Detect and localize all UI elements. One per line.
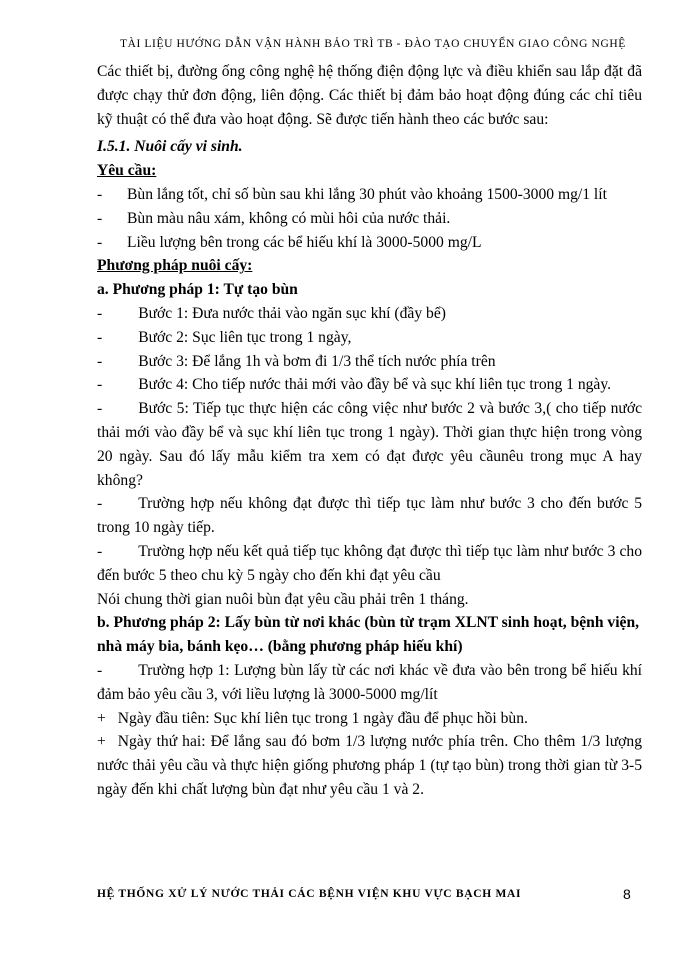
step-text: Bước 5: Tiếp tục thực hiện các công việc như bước 2 và bước 3,( cho tiếp nước thải mới vào đầy bể và sục khí liên tục trong 1 ngày). Thời gian thực hiện trong vòng 20 ngày. Sau đó lấy mẫu kiểm tra xem có đạt được yêu cầunêu trong mục A hay không?	[97, 400, 642, 489]
dash-marker: -	[97, 542, 103, 560]
method-a-title: a. Phương pháp 1: Tự tạo bùn	[97, 281, 298, 299]
dash-marker: -	[97, 185, 103, 203]
requirement-text: Liều lượng bên trong các bể hiếu khí là 3000-5000 mg/L	[127, 233, 482, 251]
dash-marker: -	[97, 400, 103, 418]
step-text: Trường hợp nếu kết quả tiếp tục không đạt được thì tiếp tục làm như bước 3 cho đến bước 5 theo chu kỳ 5 ngày cho đến khi đạt yêu cầu	[97, 542, 642, 584]
step-item	[97, 350, 642, 374]
requirement-text: Bùn lắng tốt, chỉ số bùn sau khi lắng 30 phút vào khoảng 1500-3000 mg/1 lít	[127, 185, 607, 203]
plus-item	[97, 730, 642, 801]
dash-marker: -	[97, 304, 103, 322]
plus-item	[97, 707, 642, 731]
step-item	[97, 373, 642, 397]
step-item	[97, 326, 642, 350]
step-text: Trường hợp nếu không đạt được thì tiếp tục làm như bước 3 cho đến bước 5 trong 10 ngày tiếp.	[97, 495, 642, 537]
step-item	[97, 302, 642, 326]
plus-text: Ngày đầu tiên: Sục khí liên tục trong 1 ngày đầu để phục hồi bùn.	[117, 709, 528, 727]
page-number: 8	[623, 886, 631, 902]
dash-marker: -	[97, 233, 103, 251]
section-title: I.5.1. Nuôi cấy vi sinh.	[97, 138, 243, 156]
method-b-title: b. Phương pháp 2: Lấy bùn từ nơi khác (bùn từ trạm XLNT sinh hoạt, bệnh viện, nhà máy bia, bánh kẹo… (bằng phương pháp hiếu khí)	[97, 614, 640, 656]
requirement-item	[97, 183, 642, 207]
requirement-item	[97, 207, 642, 231]
requirement-item	[97, 231, 642, 255]
requirements-title: Yêu cầu:	[97, 162, 157, 180]
case-item	[97, 659, 642, 707]
page-body	[97, 60, 642, 802]
requirement-text: Bùn màu nâu xám, không có mùi hôi của nước thải.	[127, 209, 451, 227]
step-text: Bước 4: Cho tiếp nước thải mới vào đầy bể và sục khí liên tục trong 1 ngày.	[138, 376, 612, 394]
step-item	[97, 492, 642, 540]
plus-text: Ngày thứ hai: Để lắng sau đó bơm 1/3 lượng nước phía trên. Cho thêm 1/3 lượng nước thải yêu cầu và thực hiện giống phương pháp 1 (tự tạo bùn) trong thời gian từ 3-5 ngày đến khi chất lượng bùn đạt như yêu cầu 1 và 2.	[97, 733, 642, 798]
step-text: Bước 3: Để lắng 1h và bơm đi 1/3 thể tích nước phía trên	[138, 352, 496, 370]
plus-marker: +	[97, 709, 106, 727]
case-text: Trường hợp 1: Lượng bùn lấy từ các nơi khác về đưa vào bên trong bể hiếu khí đảm bảo yêu cầu 3, với liều lượng là 3000-5000 mg/lít	[97, 661, 642, 703]
dash-marker: -	[97, 328, 103, 346]
dash-marker: -	[97, 376, 103, 394]
step-text: Bước 2: Sục liên tục trong 1 ngày,	[138, 328, 352, 346]
step-item	[97, 397, 642, 492]
plus-marker: +	[97, 733, 106, 751]
method-title: Phương pháp nuôi cấy:	[97, 257, 253, 275]
intro-paragraph: Các thiết bị, đường ống công nghệ hệ thống điện động lực và điều khiển sau lắp đặt đã được chạy thử đơn động, liên động. Các thiết bị đảm bảo hoạt động đúng các chỉ tiêu kỹ thuật có thể đưa vào hoạt động. Sẽ được tiến hành theo các bước sau:	[97, 63, 642, 128]
running-header: TÀI LIỆU HƯỚNG DẪN VẬN HÀNH BẢO TRÌ TB - ĐÀO TẠO CHUYỂN GIAO CÔNG NGHỆ	[120, 38, 626, 50]
method-a-summary: Nói chung thời gian nuôi bùn đạt yêu cầu phải trên 1 tháng.	[97, 590, 469, 608]
dash-marker: -	[97, 352, 103, 370]
dash-marker: -	[97, 209, 103, 227]
dash-marker: -	[97, 661, 103, 679]
dash-marker: -	[97, 495, 103, 513]
running-footer: HỆ THỐNG XỬ LÝ NƯỚC THẢI CÁC BỆNH VIỆN KHU VỰC BẠCH MAI	[97, 888, 522, 900]
step-item	[97, 540, 642, 588]
step-text: Bước 1: Đưa nước thải vào ngăn sục khí (đầy bể)	[138, 304, 446, 322]
